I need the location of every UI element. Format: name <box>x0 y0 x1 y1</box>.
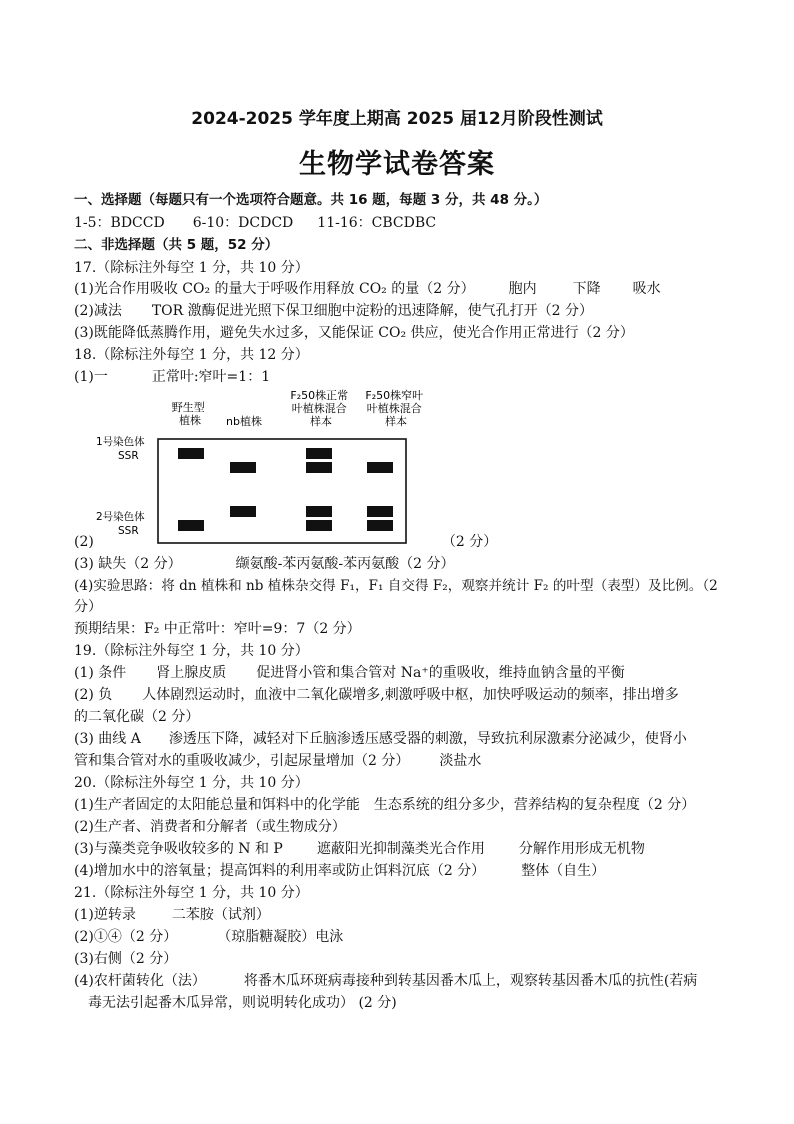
q21-line3: (3)右侧（2 分） <box>74 951 178 967</box>
q18-answer3-score: （2 分） <box>441 534 498 550</box>
q17-line2 <box>74 301 724 321</box>
lane3-label-line2: 叶植株混合 <box>291 402 347 415</box>
q20-answer2: 生态系统的组分多少，营养结构的复杂程度（2 分） <box>373 797 696 813</box>
q20-heading: 20.（除标注外每空 1 分，共 10 分） <box>74 775 309 791</box>
band-wild-chr2 <box>178 520 204 531</box>
ssr-gel-diagram <box>74 387 454 547</box>
q20-answer8: 整体（自生） <box>521 863 606 879</box>
band-f2narrow-chr2-upper <box>367 506 393 517</box>
q21-answer3: (2)①④（2 分） <box>74 929 178 945</box>
q17-answer5: (2)减法 <box>74 303 122 319</box>
q18-line2 <box>74 532 724 552</box>
q18-line1 <box>74 367 724 387</box>
mc-answers <box>74 213 724 233</box>
q21-line4 <box>74 971 724 991</box>
answer-sheet-title: 生物学试卷答案 <box>299 149 495 180</box>
mc-answers-1-5: 1-5：BDCCD <box>74 215 165 231</box>
lane4-label-line3: 样本 <box>385 415 407 428</box>
band-nb-chr2 <box>230 506 256 517</box>
q19-line3 <box>74 729 724 749</box>
q21-answer5: (4)农杆菌转化（法） <box>74 973 206 989</box>
q19-answer7: 渗透压下降，减轻对下丘脑渗透压感受器的刺激，导致抗利尿激素分泌减少，使肾小 <box>168 731 687 747</box>
q17-heading: 17.（除标注外每空 1 分，共 10 分） <box>74 260 309 276</box>
q19-answer3: 促进肾小管和集合管对 Na⁺的重吸收，维持血钠含量的平衡 <box>256 665 625 681</box>
q20-answer1: (1)生产者固定的太阳能总量和饵料中的化学能 <box>74 797 360 813</box>
q19-answer5: 人体剧烈运动时，血液中二氧化碳增多,刺激呼吸中枢，加快呼吸运动的频率，排出增多 <box>142 687 679 703</box>
q18-answer1: (1)一 <box>74 369 108 385</box>
q17-answer6: TOR 激酶促进光照下保卫细胞中淀粉的迅速降解，使气孔打开（2 分） <box>151 303 594 319</box>
lane4-label-line2: 叶植株混合 <box>366 402 422 415</box>
q19-answer7-cont: 管和集合管对水的重吸收减少，引起尿量增加（2 分） <box>74 753 410 769</box>
lane1-label <box>172 400 209 427</box>
q19-line2 <box>74 685 724 705</box>
q21-line4b: 毒无法引起番木瓜异常，则说明转化成功） (2 分) <box>88 995 397 1011</box>
q19-answer4: (2) 负 <box>74 687 113 703</box>
lane1-label-line2: 植株 <box>179 414 201 427</box>
q18-line5: 预期结果：F₂ 中正常叶：窄叶=9：7（2 分） <box>74 621 361 637</box>
q19-answer1: (1) 条件 <box>74 665 127 681</box>
q17-answer1: (1)光合作用吸收 CO₂ 的量大于呼吸作用释放 CO₂ 的量（2 分） <box>74 281 475 297</box>
q21-answer1: (1)逆转录 <box>74 907 136 923</box>
q20-line4 <box>74 861 724 881</box>
lane2-label-line1: nb植株 <box>226 415 262 428</box>
q18-line4: (4)实验思路：将 dn 植株和 nb 植株杂交得 F₁，F₁ 自交得 F₂，观察并统计 F₂ 的叶型（表型）及比例。（2 <box>74 578 718 594</box>
band-nb-chr1 <box>230 462 256 473</box>
lane4-label <box>365 388 426 428</box>
q21-line2 <box>74 927 724 947</box>
row1-label-line1: 1号染色体 <box>96 436 145 448</box>
q20-answer6: 分解作用形成无机物 <box>518 841 645 857</box>
lane4-label-line1: F₂50株窄叶 <box>365 389 424 402</box>
q18-heading: 18.（除标注外每空 1 分，共 12 分） <box>74 347 309 363</box>
q17-answer3: 下降 <box>572 281 601 297</box>
band-f2normal-chr1-lower <box>306 462 332 473</box>
q18-answer4: (3) 缺失（2 分） <box>74 556 182 572</box>
q19-line2b: 的二氧化碳（2 分） <box>74 709 200 725</box>
row2-label-line2: SSR <box>118 525 139 537</box>
q19-answer6: (3) 曲线 A <box>74 731 141 747</box>
band-wild-chr1 <box>178 448 204 459</box>
part2-heading: 二、非选择题（共 5 题，52 分） <box>74 237 279 253</box>
q18-answer5: 缬氨酸-苯丙氨酸-苯丙氨酸（2 分） <box>235 556 455 572</box>
mc-answers-11-16: 11-16：CBCDBC <box>317 215 437 231</box>
mc-answers-6-10: 6-10：DCDCD <box>192 215 294 231</box>
exam-title: 2024-2025 学年度上期高 2025 届12月阶段性测试 <box>191 109 603 129</box>
band-f2narrow-chr1 <box>367 462 393 473</box>
q20-line2: (2)生产者、消费者和分解者（或生物成分） <box>74 819 346 835</box>
q20-line1 <box>74 795 724 815</box>
band-f2normal-chr1-upper <box>306 448 332 459</box>
row1-label <box>96 435 148 462</box>
q21-line1 <box>74 905 724 925</box>
lane3-label-line1: F₂50株正常 <box>290 389 349 402</box>
q21-heading: 21.（除标注外每空 1 分，共 10 分） <box>74 885 309 901</box>
q18-answer2: 正常叶:窄叶=1：1 <box>151 369 271 385</box>
q18-line3 <box>74 554 724 574</box>
q18-line4b: 分） <box>74 599 102 615</box>
part1-heading: 一、选择题（每题只有一个选项符合题意。共 16 题，每题 3 分，共 48 分。） <box>74 192 548 208</box>
q20-answer7: (4)增加水中的溶氧量；提高饵料的利用率或防止饵料沉底（2 分） <box>74 863 486 879</box>
band-f2normal-chr2-lower <box>306 520 332 531</box>
q19-line3b <box>74 751 724 771</box>
q20-answer4: (3)与藻类竞争吸收较多的 N 和 P <box>74 841 283 857</box>
band-f2normal-chr2-upper <box>306 506 332 517</box>
q17-line3: (3)既能降低蒸腾作用，避免失水过多，又能保证 CO₂ 供应，使光合作用正常进行（2 分） <box>74 325 634 341</box>
q17-answer2: 胞内 <box>508 281 537 297</box>
q20-line3 <box>74 839 724 859</box>
row2-label-line1: 2号染色体 <box>96 511 145 523</box>
lane2-label <box>226 414 262 428</box>
q19-answer8: 淡盐水 <box>439 753 482 769</box>
q19-heading: 19.（除标注外每空 1 分，共 10 分） <box>74 643 309 659</box>
band-f2narrow-chr2-lower <box>367 520 393 531</box>
q21-answer2: 二苯胺（试剂） <box>171 907 270 923</box>
lane3-label <box>290 388 351 428</box>
q19-answer2: 肾上腺皮质 <box>156 665 227 681</box>
q20-answer5: 遮蔽阳光抑制藻类光合作用 <box>316 841 485 857</box>
row1-label-line2: SSR <box>118 450 139 462</box>
lane3-label-line3: 样本 <box>310 415 332 428</box>
lane1-label-line1: 野生型 <box>171 401 205 414</box>
q21-answer6: 将番木瓜环斑病毒接种到转基因番木瓜上，观察转基因番木瓜的抗性(若病 <box>243 973 698 989</box>
q21-answer4: （琼脂糖凝胶）电泳 <box>217 929 344 945</box>
q19-line1 <box>74 663 724 683</box>
q17-line1 <box>74 279 724 299</box>
q17-answer4: 吸水 <box>632 281 661 297</box>
q18-answer3: (2) <box>74 534 94 550</box>
